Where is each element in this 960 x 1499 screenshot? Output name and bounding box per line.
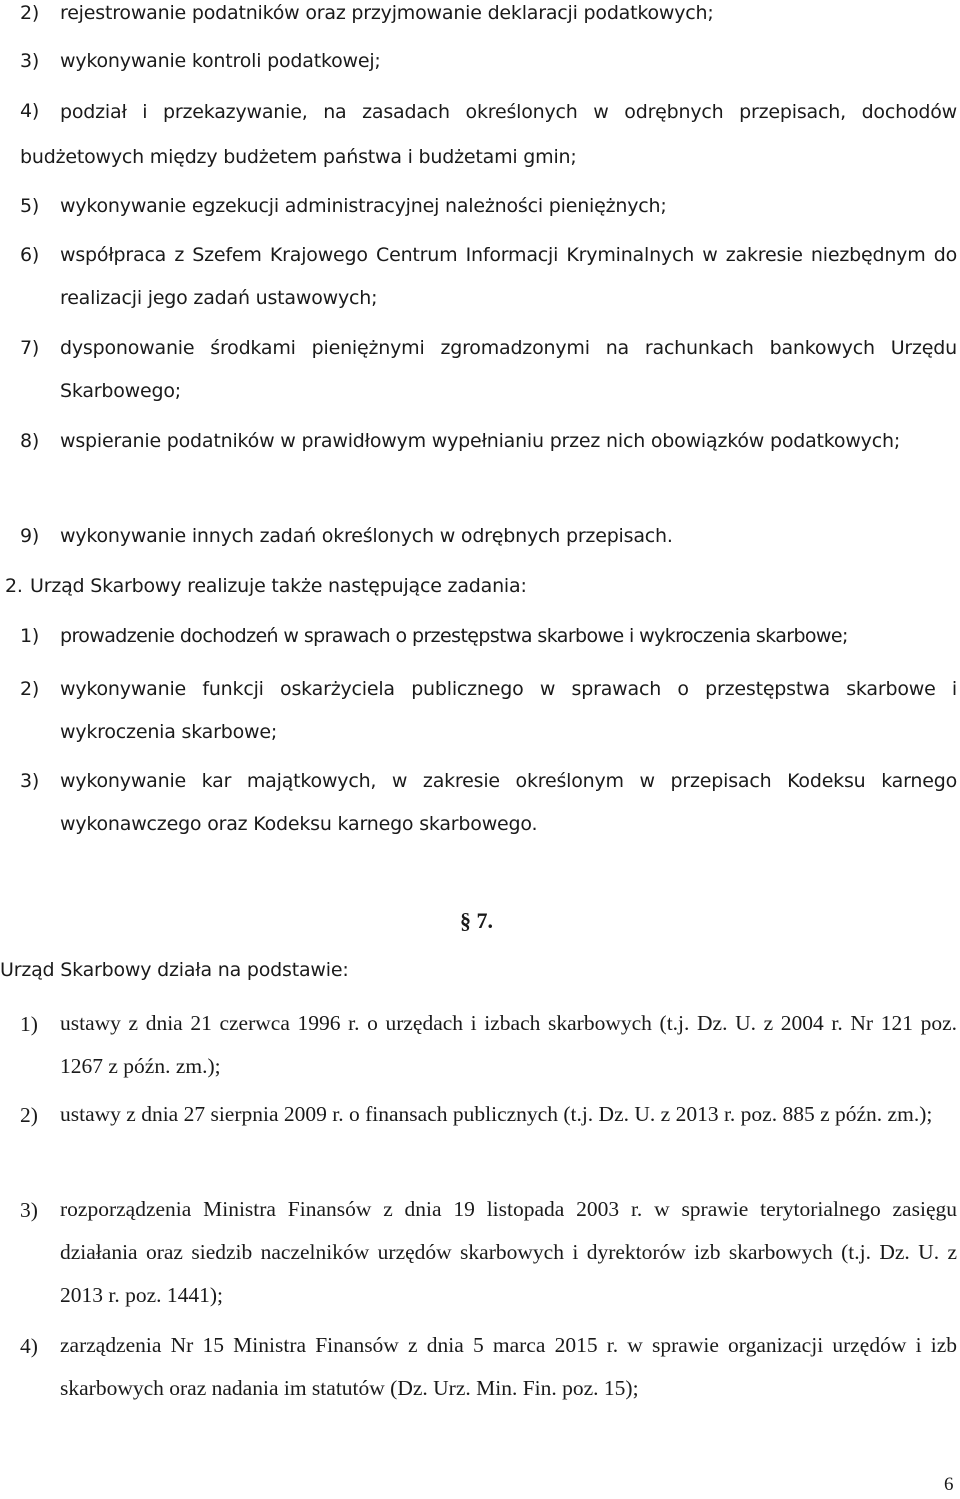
list-item-text: wykonywanie kar majątkowych, w zakresie określonym w przepisach Kodeksu karnego wykonawczego oraz Kodeksu karnego skarbowego. bbox=[60, 770, 957, 835]
list-item-number: 2) bbox=[20, 1103, 38, 1127]
list-item-number: 3) bbox=[20, 1198, 38, 1222]
paragraph-number: 2. bbox=[5, 575, 23, 597]
list-item-text: rejestrowanie podatników oraz przyjmowanie deklaracji podatkowych; bbox=[60, 2, 714, 24]
list-item-number: 8) bbox=[20, 430, 40, 452]
list-item-number: 4) bbox=[20, 1334, 38, 1358]
list-item-number: 5) bbox=[20, 195, 40, 217]
list-item-text: ustawy z dnia 27 sierpnia 2009 r. o finansach publicznych (t.j. Dz. U. z 2013 r. poz. 885 z późn. zm.); bbox=[60, 1102, 933, 1126]
list-item-number: 2) bbox=[20, 678, 40, 700]
list-item-text: ustawy z dnia 21 czerwca 1996 r. o urzędach i izbach skarbowych (t.j. Dz. U. z 2004 r. Nr 121 poz. 1267 z późn. zm.); bbox=[60, 1011, 957, 1078]
list-item-text: rozporządzenia Ministra Finansów z dnia 19 listopada 2003 r. w sprawie terytorialnego zasięgu działania oraz siedzib naczelników urzędów skarbowych i dyrektorów izb skarbowych (t.j. Dz. U. z 2013 r. poz. 1441); bbox=[60, 1197, 957, 1307]
list-item-number: 1) bbox=[20, 625, 40, 647]
list-item-number: 3) bbox=[20, 50, 40, 72]
paragraph-text: Urząd Skarbowy realizuje także następujące zadania: bbox=[30, 575, 527, 597]
list-item-text: prowadzenie dochodzeń w sprawach o przestępstwa skarbowe i wykroczenia skarbowe; bbox=[60, 625, 848, 647]
list-item-text: wykonywanie egzekucji administracyjnej należności pieniężnych; bbox=[60, 195, 667, 217]
page-number: 6 bbox=[944, 1474, 954, 1495]
list-item-number: 6) bbox=[20, 244, 40, 266]
section-mark: § 7. bbox=[460, 908, 493, 933]
list-item-number: 9) bbox=[20, 525, 40, 547]
list-item-text: współpraca z Szefem Krajowego Centrum Informacji Kryminalnych w zakresie niezbędnym do realizacji jego zadań ustawowych; bbox=[60, 244, 957, 309]
list-item-text: wspieranie podatników w prawidłowym wypełnianiu przez nich obowiązków podatkowych; bbox=[60, 430, 901, 452]
list-item-number: 1) bbox=[20, 1012, 38, 1036]
list-item-number: 2) bbox=[20, 2, 40, 24]
list-item-text: wykonywanie kontroli podatkowej; bbox=[60, 50, 381, 72]
list-item-text: zarządzenia Nr 15 Ministra Finansów z dnia 5 marca 2015 r. w sprawie organizacji urzędów i izb skarbowych oraz nadania im statutów (Dz. Urz. Min. Fin. poz. 15); bbox=[60, 1333, 957, 1400]
section-lead-text: Urząd Skarbowy działa na podstawie: bbox=[0, 959, 349, 981]
list-item-number: 7) bbox=[20, 337, 40, 359]
list-item-number: 3) bbox=[20, 770, 40, 792]
list-item-number: 4) bbox=[20, 100, 40, 122]
list-item-text: dysponowanie środkami pieniężnymi zgromadzonymi na rachunkach bankowych Urzędu Skarbowego; bbox=[60, 337, 957, 402]
list-item-text: wykonywanie innych zadań określonych w odrębnych przepisach. bbox=[60, 525, 673, 547]
list-item-text: wykonywanie funkcji oskarżyciela publicznego w sprawach o przestępstwa skarbowe i wykroczenia skarbowe; bbox=[60, 678, 957, 743]
list-item-text: podział i przekazywanie, na zasadach określonych w odrębnych przepisach, dochodów budżetowych między budżetem państwa i budżetami gmin; bbox=[20, 101, 957, 168]
